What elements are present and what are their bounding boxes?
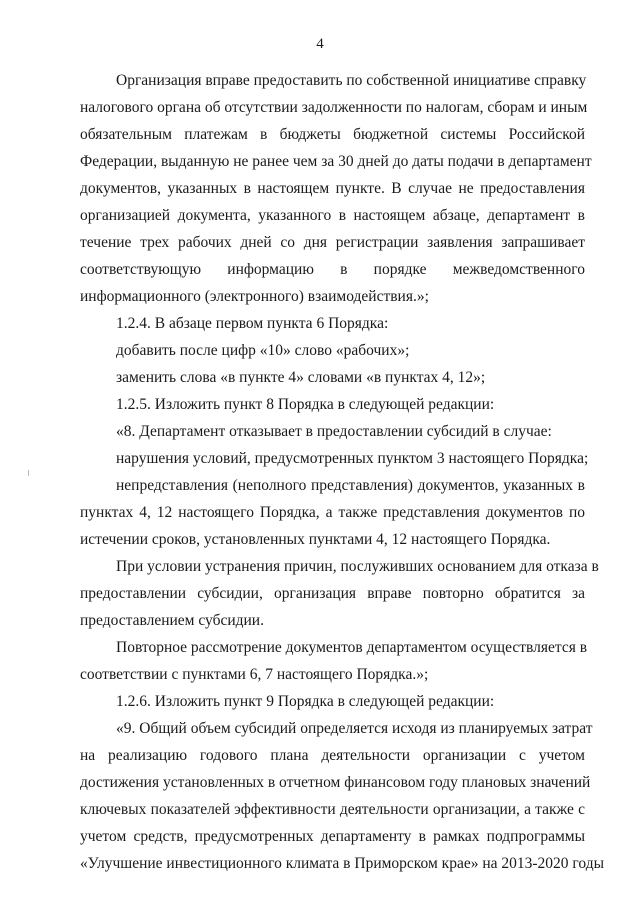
text-line: Повторное рассмотрение документов департаментом осуществляется в [116, 639, 588, 656]
text-line: истечении сроков, установленных пунктами 4, 12 настоящего Порядка. [80, 531, 551, 548]
text-line: «Улучшение инвестиционного климата в Приморском крае» на 2013-2020 годы [80, 855, 605, 872]
text-line: течение трех рабочих дней со дня регистрации заявления запрашивает [80, 234, 585, 251]
text-line: ключевых показателей эффективности деятельности организации, а также с [80, 801, 585, 818]
text-line: 1.2.4. В абзаце первом пункта 6 Порядка: [116, 315, 389, 332]
text-line: При условии устранения причин, послуживших основанием для отказа в [116, 558, 599, 575]
text-line: Федерации, выданную не ранее чем за 30 дней до даты подачи в департамент [80, 153, 592, 170]
text-line: добавить после цифр «10» слово «рабочих»; [116, 342, 410, 359]
text-line: пунктах 4, 12 настоящего Порядка, а также представления документов по [80, 504, 585, 521]
text-line: достижения установленных в отчетном финансовом году плановых значений [80, 774, 591, 791]
text-line: непредставления (неполного представления) документов, указанных в [116, 477, 585, 494]
text-line: «9. Общий объем субсидий определяется исходя из планируемых затрат [116, 720, 593, 737]
text-line: предоставлении субсидии, организация вправе повторно обратится за [80, 585, 585, 602]
text-line: соответствующую информацию в порядке межведомственного [80, 261, 585, 278]
text-line: информационного (электронного) взаимодействия.»; [80, 288, 429, 305]
page-number: 4 [316, 36, 324, 52]
text-line: Организация вправе предоставить по собственной инициативе справку [116, 72, 587, 89]
text-line: на реализацию годового плана деятельности организации с учетом [80, 747, 585, 764]
text-line: предоставлением субсидии. [80, 612, 264, 629]
text-line: 1.2.5. Изложить пункт 8 Порядка в следующей редакции: [116, 396, 495, 413]
text-line: учетом средств, предусмотренных департаменту в рамках подпрограммы [80, 828, 585, 845]
text-line: «8. Департамент отказывает в предоставлении субсидий в случае: [116, 423, 552, 440]
text-line: организацией документа, указанного в настоящем абзаце, департамент в [80, 207, 585, 224]
text-line: соответствии с пунктами 6, 7 настоящего Порядка.»; [80, 666, 429, 683]
text-line: обязательным платежам в бюджеты бюджетной системы Российской [80, 126, 585, 143]
text-line: заменить слова «в пункте 4» словами «в пунктах 4, 12»; [116, 369, 486, 386]
text-line: налогового органа об отсутствии задолженности по налогам, сборам и иным [80, 99, 588, 116]
text-line: 1.2.6. Изложить пункт 9 Порядка в следующей редакции: [116, 693, 495, 710]
scan-artifact [28, 470, 29, 476]
text-line: документов, указанных в настоящем пункте. В случае не предоставления [80, 180, 585, 197]
text-line: нарушения условий, предусмотренных пунктом 3 настоящего Порядка; [116, 450, 589, 467]
